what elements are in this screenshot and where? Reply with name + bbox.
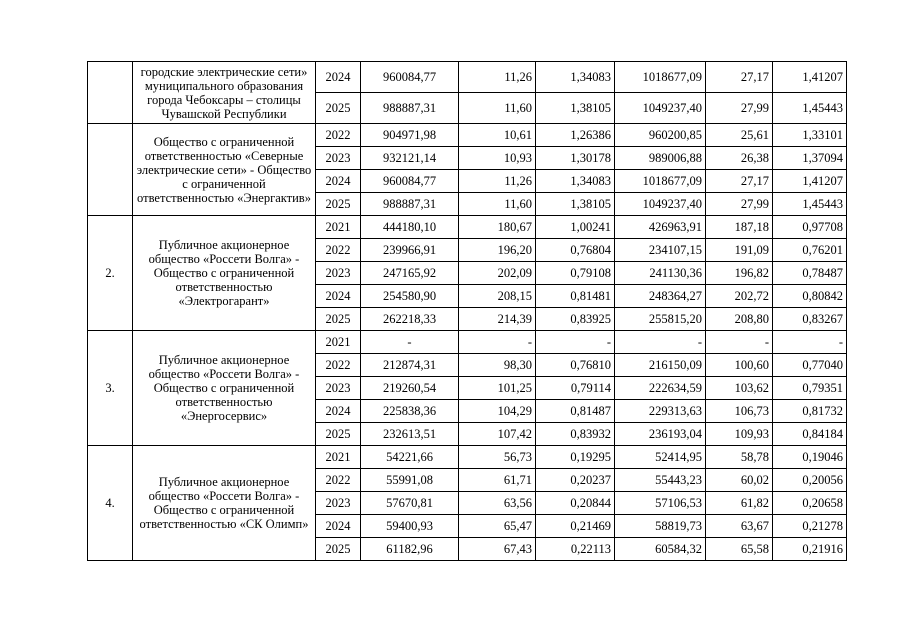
value-cell-v1: 61182,96 (361, 538, 459, 561)
value-cell-v2: 208,15 (459, 285, 536, 308)
value-cell-v2: 56,73 (459, 446, 536, 469)
value-cell-v1: 904971,98 (361, 124, 459, 147)
value-cell-v4: 1049237,40 (615, 193, 706, 216)
year-cell: 2024 (316, 170, 361, 193)
value-cell-v5: 100,60 (706, 354, 773, 377)
value-cell-v5: 65,58 (706, 538, 773, 561)
value-cell-v5: 106,73 (706, 400, 773, 423)
value-cell-v6: 0,81732 (773, 400, 847, 423)
value-cell-v3: 1,34083 (536, 170, 615, 193)
value-cell-v4: 1018677,09 (615, 170, 706, 193)
value-cell-v1: 212874,31 (361, 354, 459, 377)
value-cell-v3: 0,81487 (536, 400, 615, 423)
value-cell-v6: 0,80842 (773, 285, 847, 308)
value-cell-v1: 59400,93 (361, 515, 459, 538)
year-cell: 2025 (316, 93, 361, 124)
year-cell: 2023 (316, 492, 361, 515)
table-row (88, 446, 847, 469)
value-cell-v3: 0,20844 (536, 492, 615, 515)
year-cell: 2024 (316, 515, 361, 538)
value-cell-v6: 1,33101 (773, 124, 847, 147)
row-number: 2. (88, 216, 133, 331)
value-cell-v4: 55443,23 (615, 469, 706, 492)
value-cell-v2: 10,93 (459, 147, 536, 170)
value-cell-v4: 58819,73 (615, 515, 706, 538)
value-cell-v6: 0,78487 (773, 262, 847, 285)
value-cell-v1: 225838,36 (361, 400, 459, 423)
value-cell-v2: 11,60 (459, 93, 536, 124)
value-cell-v5: 187,18 (706, 216, 773, 239)
value-cell-v5: 27,17 (706, 62, 773, 93)
year-cell: 2022 (316, 124, 361, 147)
value-cell-v4: 236193,04 (615, 423, 706, 446)
organization-name: Публичное акционерное общество «Россети Волга» - Общество с ограниченной ответственностью «Энергосервис» (133, 331, 316, 446)
value-cell-v1: 247165,92 (361, 262, 459, 285)
table-row (88, 62, 847, 93)
value-cell-v3: 1,26386 (536, 124, 615, 147)
value-cell-v6: 0,83267 (773, 308, 847, 331)
value-cell-v2: 196,20 (459, 239, 536, 262)
year-cell: 2025 (316, 423, 361, 446)
value-cell-v5: 58,78 (706, 446, 773, 469)
table-row (88, 216, 847, 239)
value-cell-v1: 960084,77 (361, 62, 459, 93)
value-cell-v5: 60,02 (706, 469, 773, 492)
value-cell-v5: 196,82 (706, 262, 773, 285)
value-cell-v2: 11,26 (459, 62, 536, 93)
value-cell-v2: 67,43 (459, 538, 536, 561)
year-cell: 2024 (316, 62, 361, 93)
value-cell-v4: 241130,36 (615, 262, 706, 285)
value-cell-v6: 1,45443 (773, 93, 847, 124)
value-cell-v5: 191,09 (706, 239, 773, 262)
value-cell-v2: 107,42 (459, 423, 536, 446)
value-cell-v4: 248364,27 (615, 285, 706, 308)
value-cell-v3: 1,38105 (536, 93, 615, 124)
value-cell-v3: 0,79108 (536, 262, 615, 285)
value-cell-v6: 1,37094 (773, 147, 847, 170)
value-cell-v3: 0,83932 (536, 423, 615, 446)
year-cell: 2025 (316, 308, 361, 331)
value-cell-v3: 0,76810 (536, 354, 615, 377)
value-cell-v6: 0,20056 (773, 469, 847, 492)
value-cell-v6: - (773, 331, 847, 354)
value-cell-v3: 0,79114 (536, 377, 615, 400)
value-cell-v6: 0,77040 (773, 354, 847, 377)
value-cell-v6: 0,84184 (773, 423, 847, 446)
value-cell-v3: 0,83925 (536, 308, 615, 331)
value-cell-v6: 1,41207 (773, 170, 847, 193)
value-cell-v5: 26,38 (706, 147, 773, 170)
value-cell-v4: 960200,85 (615, 124, 706, 147)
table-row (88, 124, 847, 147)
value-cell-v3: 0,76804 (536, 239, 615, 262)
value-cell-v4: 1049237,40 (615, 93, 706, 124)
value-cell-v6: 0,19046 (773, 446, 847, 469)
table-row (88, 331, 847, 354)
year-cell: 2025 (316, 193, 361, 216)
value-cell-v2: 214,39 (459, 308, 536, 331)
value-cell-v2: 10,61 (459, 124, 536, 147)
value-cell-v1: 254580,90 (361, 285, 459, 308)
value-cell-v5: 202,72 (706, 285, 773, 308)
value-cell-v5: 27,17 (706, 170, 773, 193)
value-cell-v3: 1,00241 (536, 216, 615, 239)
year-cell: 2021 (316, 331, 361, 354)
value-cell-v1: 988887,31 (361, 193, 459, 216)
value-cell-v4: 52414,95 (615, 446, 706, 469)
value-cell-v2: 11,60 (459, 193, 536, 216)
value-cell-v2: - (459, 331, 536, 354)
tariff-table (87, 61, 847, 561)
value-cell-v2: 202,09 (459, 262, 536, 285)
value-cell-v5: 61,82 (706, 492, 773, 515)
value-cell-v5: 109,93 (706, 423, 773, 446)
value-cell-v1: 444180,10 (361, 216, 459, 239)
year-cell: 2021 (316, 446, 361, 469)
value-cell-v1: 55991,08 (361, 469, 459, 492)
value-cell-v3: 1,38105 (536, 193, 615, 216)
value-cell-v6: 0,97708 (773, 216, 847, 239)
value-cell-v4: 222634,59 (615, 377, 706, 400)
value-cell-v4: - (615, 331, 706, 354)
year-cell: 2024 (316, 285, 361, 308)
year-cell: 2025 (316, 538, 361, 561)
value-cell-v2: 61,71 (459, 469, 536, 492)
year-cell: 2023 (316, 147, 361, 170)
value-cell-v1: - (361, 331, 459, 354)
value-cell-v3: 0,22113 (536, 538, 615, 561)
value-cell-v4: 989006,88 (615, 147, 706, 170)
value-cell-v3: 0,21469 (536, 515, 615, 538)
value-cell-v4: 216150,09 (615, 354, 706, 377)
value-cell-v6: 0,79351 (773, 377, 847, 400)
value-cell-v5: - (706, 331, 773, 354)
year-cell: 2023 (316, 377, 361, 400)
row-number (88, 124, 133, 216)
value-cell-v1: 54221,66 (361, 446, 459, 469)
value-cell-v2: 101,25 (459, 377, 536, 400)
value-cell-v5: 25,61 (706, 124, 773, 147)
value-cell-v6: 1,41207 (773, 62, 847, 93)
value-cell-v4: 229313,63 (615, 400, 706, 423)
value-cell-v1: 239966,91 (361, 239, 459, 262)
value-cell-v3: - (536, 331, 615, 354)
year-cell: 2021 (316, 216, 361, 239)
value-cell-v4: 234107,15 (615, 239, 706, 262)
value-cell-v2: 11,26 (459, 170, 536, 193)
value-cell-v6: 0,21278 (773, 515, 847, 538)
value-cell-v3: 0,19295 (536, 446, 615, 469)
year-cell: 2023 (316, 262, 361, 285)
value-cell-v2: 65,47 (459, 515, 536, 538)
tariff-table-body (88, 62, 847, 561)
year-cell: 2022 (316, 239, 361, 262)
value-cell-v6: 0,21916 (773, 538, 847, 561)
value-cell-v5: 103,62 (706, 377, 773, 400)
value-cell-v2: 180,67 (459, 216, 536, 239)
year-cell: 2022 (316, 354, 361, 377)
value-cell-v4: 255815,20 (615, 308, 706, 331)
value-cell-v4: 426963,91 (615, 216, 706, 239)
value-cell-v2: 63,56 (459, 492, 536, 515)
value-cell-v5: 208,80 (706, 308, 773, 331)
row-number (88, 62, 133, 124)
row-number: 4. (88, 446, 133, 561)
year-cell: 2024 (316, 400, 361, 423)
value-cell-v6: 1,45443 (773, 193, 847, 216)
value-cell-v1: 262218,33 (361, 308, 459, 331)
value-cell-v1: 960084,77 (361, 170, 459, 193)
value-cell-v5: 63,67 (706, 515, 773, 538)
value-cell-v3: 1,30178 (536, 147, 615, 170)
value-cell-v1: 232613,51 (361, 423, 459, 446)
row-number: 3. (88, 331, 133, 446)
value-cell-v1: 219260,54 (361, 377, 459, 400)
organization-name: Общество с ограниченной ответственностью «Северные электрические сети» - Общество с ограниченной ответственностью «Энергактив» (133, 124, 316, 216)
value-cell-v3: 0,20237 (536, 469, 615, 492)
organization-name: Публичное акционерное общество «Россети Волга» - Общество с ограниченной ответственностью «СК Олимп» (133, 446, 316, 561)
value-cell-v1: 57670,81 (361, 492, 459, 515)
value-cell-v3: 0,81481 (536, 285, 615, 308)
value-cell-v2: 98,30 (459, 354, 536, 377)
value-cell-v6: 0,76201 (773, 239, 847, 262)
value-cell-v1: 988887,31 (361, 93, 459, 124)
value-cell-v1: 932121,14 (361, 147, 459, 170)
value-cell-v4: 1018677,09 (615, 62, 706, 93)
value-cell-v3: 1,34083 (536, 62, 615, 93)
organization-name: Публичное акционерное общество «Россети Волга» - Общество с ограниченной ответственностью «Электрогарант» (133, 216, 316, 331)
value-cell-v4: 60584,32 (615, 538, 706, 561)
year-cell: 2022 (316, 469, 361, 492)
value-cell-v5: 27,99 (706, 93, 773, 124)
value-cell-v5: 27,99 (706, 193, 773, 216)
value-cell-v2: 104,29 (459, 400, 536, 423)
organization-name: городские электрические сети» муниципального образования города Чебоксары – столицы Чувашской Республики (133, 62, 316, 124)
value-cell-v6: 0,20658 (773, 492, 847, 515)
value-cell-v4: 57106,53 (615, 492, 706, 515)
